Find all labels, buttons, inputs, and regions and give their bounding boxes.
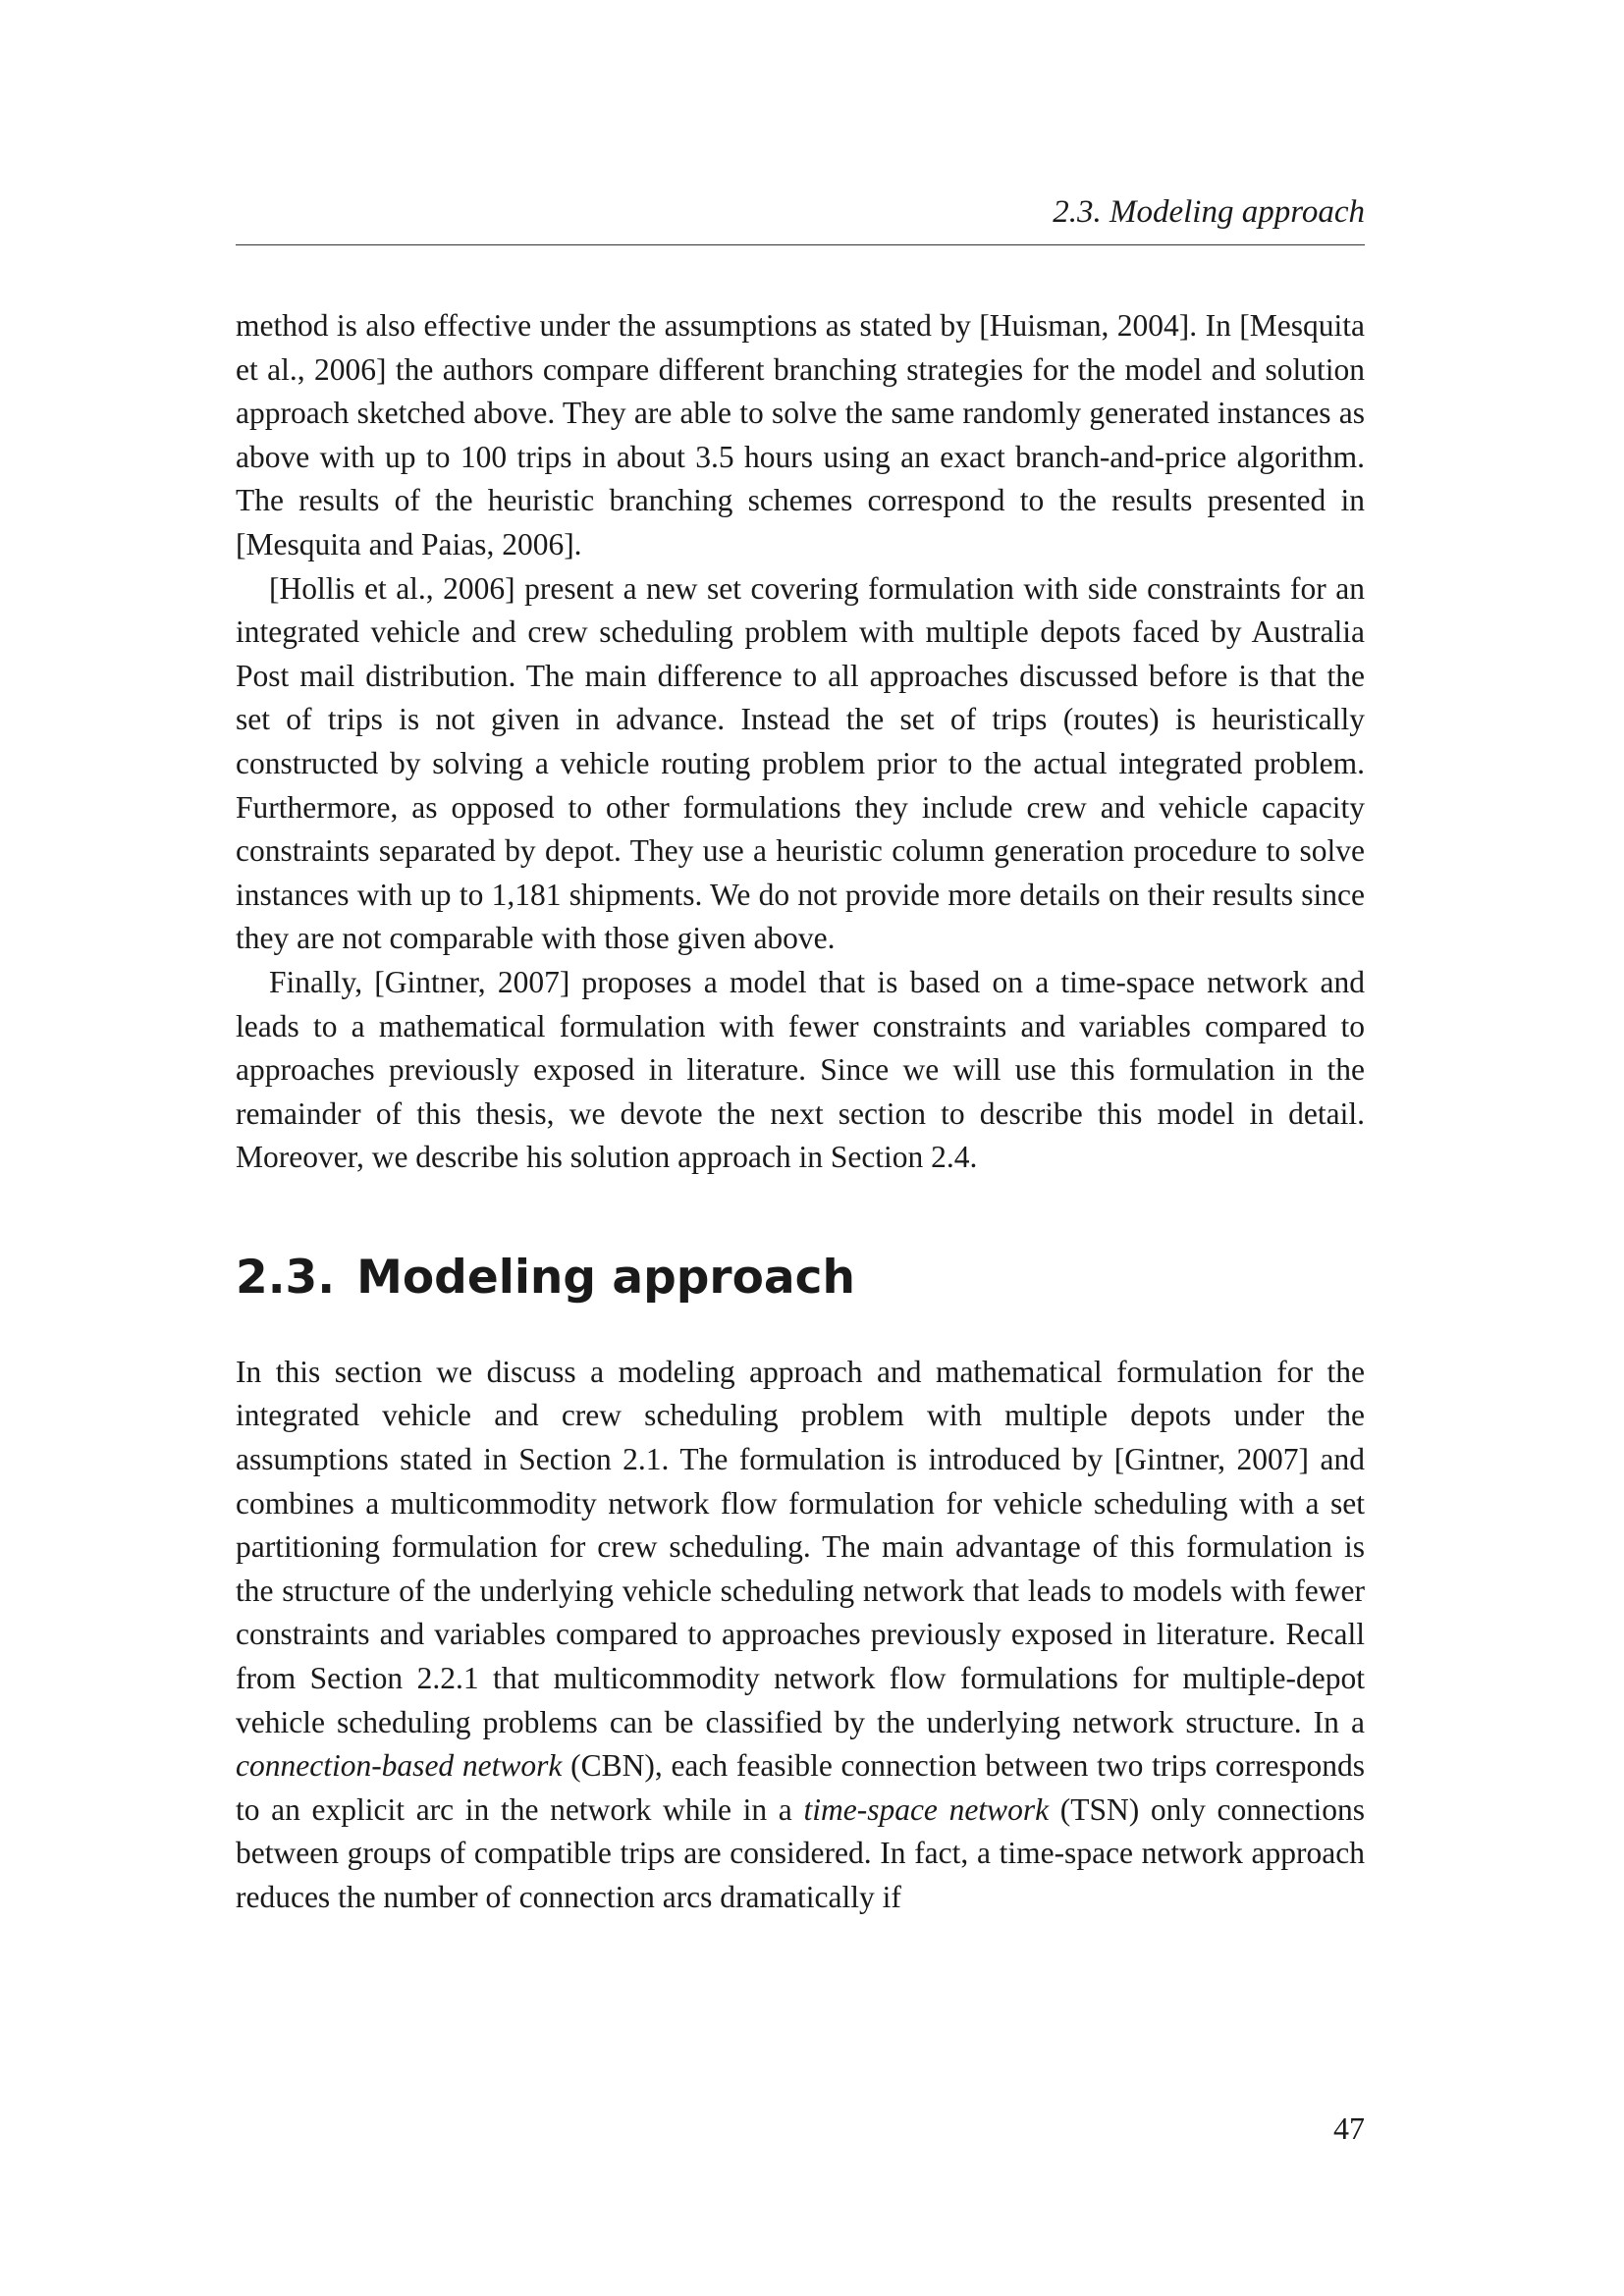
term-time-space-network: time-space network <box>803 1791 1050 1827</box>
page-number: 47 <box>1333 2110 1365 2146</box>
running-header: 2.3. Modeling approach <box>1053 194 1365 230</box>
paragraph-4 <box>236 1351 1365 1920</box>
header-rule <box>236 244 1365 245</box>
section-heading <box>236 1251 1365 1306</box>
paragraph-4-part-1: In this section we discuss a modeling approach and mathematical formulation for the integrated vehicle and crew scheduling problem with multiple depots under the assumptions stated in Section 2.1. The formulation is introduced by [Gintner, 2007] and combines a multicommodity network flow formulation for vehicle scheduling with a set partitioning formulation for crew scheduling. The main advantage of this formulation is the structure of the underlying vehicle scheduling network that leads to models with fewer constraints and variables compared to approaches previously exposed in literature. Recall from Section 2.2.1 that multicommodity network flow formulations for multiple-depot vehicle scheduling problems can be classified by the underlying network structure. In a <box>236 1354 1365 1739</box>
body-text <box>236 304 1365 1920</box>
paragraph-4-part-3: (TSN) only connections between groups of compatible trips are considered. In fact, a time-space network approach reduces the number of connection arcs dramatically if <box>236 1791 1365 1914</box>
term-connection-based-network: connection-based network <box>236 1748 563 1784</box>
section-number: 2.3. <box>236 1250 336 1305</box>
paragraph-1: method is also effective under the assumptions as stated by [Huisman, 2004]. In [Mesquita et al., 2006] the authors compare different branching strategies for the model and solution approach sketched above. They are able to solve the same randomly generated instances as above with up to 100 trips in about 3.5 hours using an exact branch-and-price algorithm. The results of the heuristic branching schemes correspond to the results presented in [Mesquita and Paias, 2006]. <box>236 308 1365 561</box>
paragraph-2: [Hollis et al., 2006] present a new set covering formulation with side constraints for an integrated vehicle and crew scheduling problem with multiple depots faced by Australia Post mail distribution. The main difference to all approaches discussed before is that the set of trips is not given in advance. Instead the set of trips (routes) is heuristically constructed by solving a vehicle routing problem prior to the actual integrated problem. Furthermore, as opposed to other formulations they include crew and vehicle capacity constraints separated by depot. They use a heuristic column generation procedure to solve instances with up to 1,181 shipments. We do not provide more details on their results since they are not comparable with those given above. <box>236 570 1365 956</box>
section-title: Modeling approach <box>356 1250 855 1305</box>
paragraph-3: Finally, [Gintner, 2007] proposes a model that is based on a time-space network and leads to a mathematical formulation with fewer constraints and variables compared to approaches previously exposed in literature. Since we will use this formulation in the remainder of this thesis, we devote the next section to describe this model in detail. Moreover, we describe his solution approach in Section 2.4. <box>236 964 1365 1175</box>
paragraph-4-part-2: (CBN), each feasible connection between two trips corresponds to an explicit arc in the network while in a <box>236 1748 1365 1827</box>
document-page <box>236 0 1365 2296</box>
